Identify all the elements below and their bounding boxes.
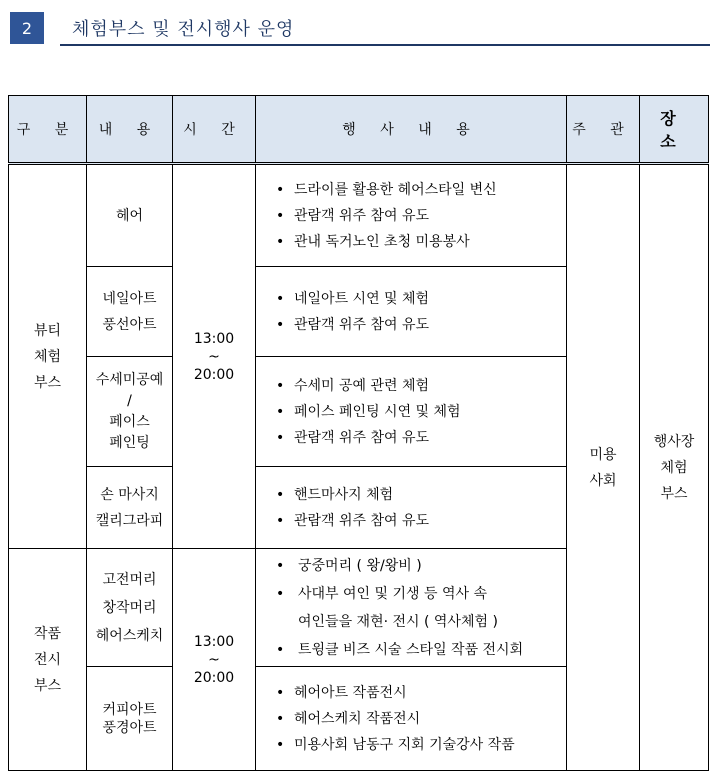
header-organizer: 주 관 (567, 96, 640, 164)
event-item: • 페이스 페인팅 시연 및 체험 (274, 399, 566, 425)
event-item: • 관내 독거노인 초청 미용봉사 (274, 229, 566, 255)
organizer-cell: 미용 사회 (567, 164, 640, 771)
event-item: • 헤어스케치 작품전시 (274, 706, 566, 732)
event-item: • 미용사회 남동구 지회 기술강사 작품 (274, 732, 566, 758)
category-beauty-booth: 뷰티 체험 부스 (9, 164, 87, 549)
event-item: • 헤어아트 작품전시 (274, 680, 566, 706)
header-content: 내 용 (87, 96, 173, 164)
event-item-continued: 여인들을 재현· 전시 ( 역사체험 ) (298, 613, 498, 630)
time-cell: 13:00 ~ 20:00 (173, 549, 256, 771)
event-cell (256, 467, 567, 549)
event-item: • 사대부 여인 및 기생 등 역사 속 (274, 580, 566, 608)
event-item: • 트윙클 비즈 시술 스타일 작품 전시회 (274, 636, 566, 664)
header-time: 시 간 (173, 96, 256, 164)
event-item: • 네일아트 시연 및 체험 (274, 286, 566, 312)
event-item: • 관람객 위주 참여 유도 (274, 312, 566, 338)
header-category: 구 분 (9, 96, 87, 164)
category-exhibition-booth: 작품 전시 부스 (9, 549, 87, 771)
event-item: • 관람객 위주 참여 유도 (274, 425, 566, 451)
content-cell: 커피아트 풍경아트 (87, 667, 173, 771)
event-cell (256, 357, 567, 467)
event-item: • 핸드마사지 체험 (274, 482, 566, 508)
section-title-underline (60, 44, 710, 46)
event-item: • 수세미 공예 관련 체험 (274, 373, 566, 399)
section-number-badge: 2 (10, 12, 44, 44)
event-cell (256, 267, 567, 357)
section-title: 체험부스 및 전시행사 운영 (72, 19, 295, 40)
header-place: 장 소 (640, 96, 709, 164)
content-cell: 고전머리 창작머리 헤어스케치 (87, 549, 173, 667)
content-cell: 손 마사지 캘리그라피 (87, 467, 173, 549)
event-item: • 관람객 위주 참여 유도 (274, 508, 566, 534)
content-cell: 수세미공예 / 페이스 페인팅 (87, 357, 173, 467)
event-cell (256, 667, 567, 771)
header-event: 행 사 내 용 (256, 96, 567, 164)
table-header-row (9, 96, 709, 164)
time-cell: 13:00 ~ 20:00 (173, 164, 256, 549)
event-item: • 관람객 위주 참여 유도 (274, 203, 566, 229)
event-item: • 드라이를 활용한 헤어스타일 변신 (274, 177, 566, 203)
event-cell (256, 164, 567, 267)
event-item: • 궁중머리 ( 왕/왕비 ) (274, 552, 566, 580)
event-table (8, 95, 709, 771)
event-cell (256, 549, 567, 667)
content-cell: 네일아트 풍선아트 (87, 267, 173, 357)
content-cell: 헤어 (87, 164, 173, 267)
table-row (9, 164, 709, 267)
place-cell: 행사장 체험 부스 (640, 164, 709, 771)
